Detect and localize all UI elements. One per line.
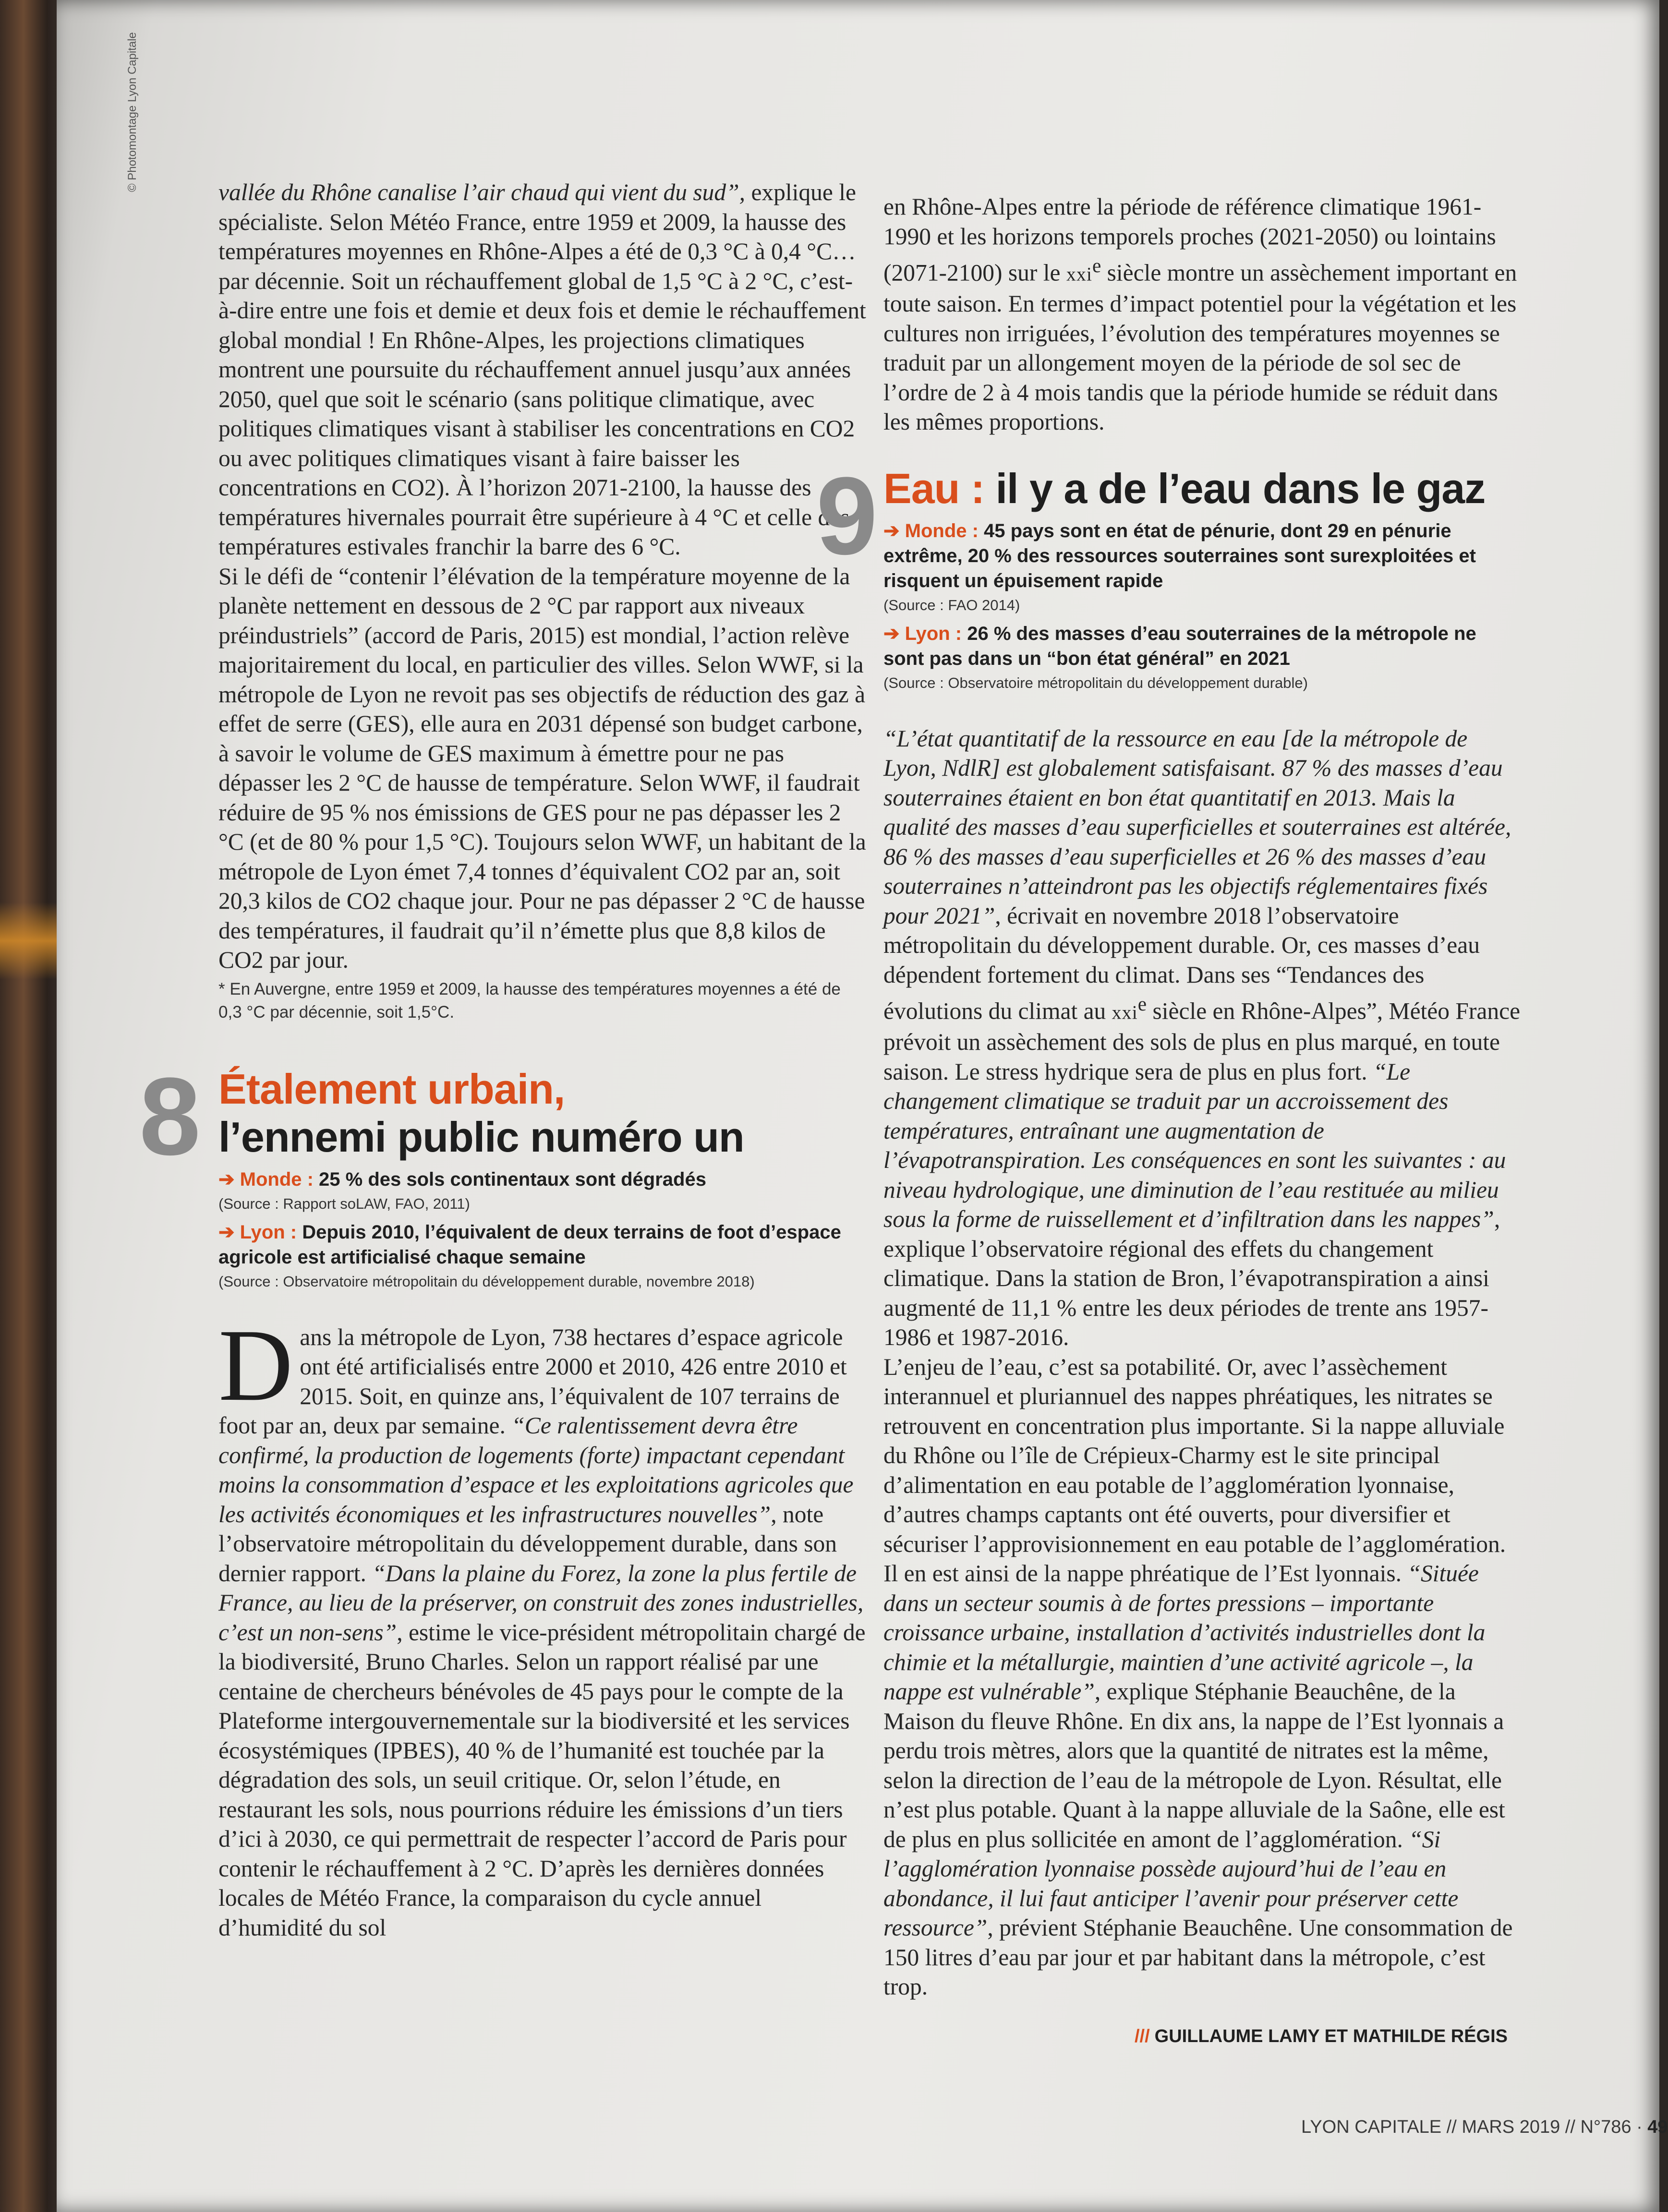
- quote: “Ce ralentissement devra être confirmé, la production de logements (forte) impactant cependant moins la consommation d’espace et les exploitations agricoles que les activités économiques et les infrastructures nouvelles”: [218, 1412, 854, 1527]
- section-9-monde-fact: [883, 518, 1522, 593]
- quote: “Dans la plaine du Forez, la zone la plus fertile de France, au lieu de la préserver, on construit des zones industrielles, c’est un non-sens”: [218, 1560, 864, 1646]
- section-9: [816, 454, 1522, 2048]
- quote: “Située dans un secteur soumis à de fortes pressions – importante croissance urbaine, installation d’activités industrielles dont la chimie et la métallurgie, maintien d’une activité agricole –, la nappe est vulnérable”: [883, 1560, 1486, 1705]
- author-signature: [883, 2025, 1522, 2048]
- paragraph-2: Si le défi de “contenir l’élévation de la température moyenne de la planète nettement en dessous de 2 °C par rapport aux niveaux préindustriels” (accord de Paris, 2015) est mondial, l’action relève majoritairement du local, en particulier des villes. Selon WWF, si la métropole de Lyon ne revoit pas ses objectifs de réduction des gaz à effet de serre (GES), elle aura en 2031 dépensé son budget carbone, à savoir le volume de GES maximum à émettre pour ne pas dépasser les 2 °C de hausse de température. Selon WWF, il faudrait réduire de 95 % nos émissions de GES pour ne pas dépasser les 2 °C (et de 80 % pour 1,5 °C). Toujours selon WWF, un habitant de la métropole de Lyon émet 7,4 tonnes d’équivalent CO2 par an, soit 20,3 kilos de CO2 chaque jour. Pour ne pas dépasser 2 °C de hausse des températures, il faudrait qu’il n’émette plus que 8,8 kilos de CO2 par jour.: [218, 563, 866, 973]
- body-text: siècle montre un assèchement important en toute saison. En termes d’impact potentiel pour la végétation et les cultures non irriguées, l’évolution des températures moyennes se traduit par un allongement moyen de la période de sol sec de l’ordre de 2 à 4 mois tandis que la période humide se réduit dans les mêmes proportions.: [883, 259, 1517, 435]
- monde-tag: ➔ Monde :: [883, 520, 979, 541]
- century-numeral: xxi: [1066, 263, 1092, 285]
- footnote: * En Auvergne, entre 1959 et 2009, la hausse des températures moyennes a été de 0,3 °C par décennie, soit 1,5°C.: [218, 979, 841, 1022]
- quote: “Si l’agglomération lyonnaise possède aujourd’hui de l’eau en abondance, il lui faut anticiper l’avenir pour préserver cette ressource”: [883, 1826, 1459, 1941]
- body-text: , explique l’observatoire régional des effets du changement climatique. Dans la station de Bron, l’évapotranspiration a ainsi augmenté de 11,1 % entre les deux périodes de trente ans 1957-1986 et 1987-2016.: [883, 1206, 1500, 1350]
- lyon-tag: ➔ Lyon :: [218, 1221, 297, 1243]
- century-numeral: xxi: [1112, 1001, 1138, 1023]
- signature-slashes: ///: [1134, 2026, 1150, 2046]
- section-8-title-black: l’ennemi public numéro un: [218, 1113, 744, 1161]
- right-column: [816, 192, 1522, 2048]
- body-text: siècle en Rhône-Alpes”, Météo France prévoit un assèchement des sols de plus en plus marqué, en toute saison. Le stress hydrique sera de plus en plus fort.: [883, 998, 1521, 1085]
- author-names: GUILLAUME LAMY ET MATHILDE RÉGIS: [1154, 2026, 1508, 2046]
- monde-text: 45 pays sont en état de pénurie, dont 29 en pénurie extrême, 20 % des ressources souterraines sont surexploitées et risquent un épuisement rapide: [883, 520, 1476, 591]
- section-number-8: 8: [139, 1054, 201, 1178]
- photo-credit: © Photomontage Lyon Capitale: [126, 32, 139, 192]
- section-8-lyon-fact: [218, 1220, 867, 1270]
- section-8-title: [218, 1065, 867, 1161]
- section-8: [139, 1054, 867, 1943]
- body-text: , estime le vice-président métropolitain chargé de la biodiversité, Bruno Charles. Selon un rapport réalisé par une centaine de chercheurs bénévoles de 45 pays pour le compte de la Plateforme intergouvernementale sur la biodiversité et les services écosystémiques (IPBES), 40 % de l’humanité est touchée par la dégradation des sols, un seuil critique. Or, selon l’étude, en restaurant les sols, nous pourrions réduire les émissions d’un tiers d’ici à 2030, ce qui permettrait de respecter l’accord de Paris pour contenir le réchauffement à 2 °C. D’après les dernières données locales de Météo France, la comparaison du cycle annuel d’humidité du sol: [218, 1619, 866, 1941]
- monde-tag: ➔ Monde :: [218, 1168, 314, 1190]
- section-8-body: [218, 1307, 867, 1943]
- section-9-lyon-fact: [883, 621, 1522, 671]
- section-9-title: [883, 465, 1522, 513]
- body-text: , note l’observatoire métropolitain du développement durable, dans son dernier rapport.: [218, 1501, 837, 1587]
- drop-cap: D: [218, 1307, 293, 1422]
- section-9-body: [883, 724, 1522, 1352]
- section-9-body-2: [883, 1352, 1522, 2002]
- body-text: L’enjeu de l’eau, c’est sa potabilité. Or, avec l’assèchement interannuel et pluriannuel des nappes phréatiques, les nitrates se retrouvent en concentration plus importante. Si la nappe alluviale du Rhône ou l’île de Crépieux-Charmy est le site principal d’alimentation en eau potable de l’agglomération lyonnaise, d’autres champs captants ont été ouverts, pour diversifier et sécuriser l’approvisionnement en eau potable de l’agglomération. Il en est ainsi de la nappe phréatique de l’Est lyonnais.: [883, 1353, 1506, 1587]
- section-8-lyon-source: (Source : Observatoire métropolitain du développement durable, novembre 2018): [218, 1273, 755, 1290]
- intro-quote: vallée du Rhône canalise l’air chaud qui vient du sud”,: [218, 179, 746, 205]
- century-superscript: e: [1092, 254, 1101, 276]
- quote: “Le changement climatique se traduit par un accroissement des températures, entraînant une augmentation de l’évapotranspiration. Les conséquences en sont les suivantes : au niveau hydrologique, une diminution de l’eau restituée au milieu sous la forme de ruissellement et d’infiltration dans les nappes”: [883, 1058, 1506, 1232]
- body-text: , explique Stéphanie Beauchêne, de la Maison du fleuve Rhône. En dix ans, la nappe de l’Est lyonnais a perdu trois mètres, alors que la quantité de nitrates est la même, selon la direction de l’eau de la métropole de Lyon. Résultat, elle n’est plus potable. Quant à la nappe alluviale de la Saône, elle est de plus en plus sollicitée en amont de l’agglomération.: [883, 1678, 1505, 1852]
- century-superscript: e: [1137, 993, 1147, 1015]
- section-8-monde-source: (Source : Rapport soLAW, FAO, 2011): [218, 1195, 470, 1212]
- body-text: en Rhône-Alpes entre la période de référence climatique 1961-1990 et les horizons temporels proches (2021-2050) ou lointains (2071-2100) sur le: [883, 193, 1496, 286]
- page-footer: [1301, 2117, 1668, 2138]
- intro-paragraph: [218, 178, 867, 562]
- body-text: ans la métropole de Lyon, 738 hectares d’espace agricole ont été artificialisés entre 2000 et 2010, 426 entre 2010 et 2015. Soit, en quinze ans, l’équivalent de 107 terrains de foot par an, deux par semaine.: [218, 1323, 847, 1439]
- monde-text: 25 % des sols continentaux sont dégradés: [313, 1168, 706, 1190]
- section-9-title-black: il y a de l’eau dans le gaz: [984, 464, 1486, 512]
- section-8-monde-fact: [218, 1167, 867, 1192]
- section-number-9: 9: [816, 454, 878, 577]
- page-number: 49: [1647, 2117, 1668, 2137]
- quote: “L’état quantitatif de la ressource en eau [de la métropole de Lyon, NdlR] est globalement satisfaisant. 87 % des masses d’eau souterraines étaient en bon état quantitatif en 2013. Mais la qualité des masses d’eau superficielles et souterraines est altérée, 86 % des masses d’eau superficielles et 26 % des masses d’eau souterraines n’atteindront pas les objectifs réglementaires fixés pour 2021”: [883, 725, 1511, 929]
- section-9-title-red: Eau :: [883, 464, 985, 512]
- intro-text: explique le spécialiste. Selon Météo France, entre 1959 et 2009, la hausse des températures moyennes en Rhône-Alpes a été de 0,3 °C à 0,4 °C… par décennie. Soit un réchauffement global de 1,5 °C à 2 °C, c’est-à-dire entre une fois et demie et deux fois et demie le réchauffement global mondial ! En Rhône-Alpes, les projections climatiques montrent une poursuite du réchauffement annuel jusqu’aux années 2050, quel que soit le scénario (sans politique climatique, avec politiques climatiques visant à stabiliser les concentrations en CO2 ou avec politiques climatiques visant à faire baisser les concentrations en CO2). À l’horizon 2071-2100, la hausse des températures hivernales pourrait être supérieure à 4 °C et celle des températures estivales franchir la barre des 6 °C.: [218, 179, 866, 560]
- section-9-monde-source: (Source : FAO 2014): [883, 596, 1020, 613]
- lyon-text: 26 % des masses d’eau souterraines de la métropole ne sont pas dans un “bon état général” en 2021: [883, 623, 1476, 669]
- body-text: , prévient Stéphanie Beauchêne. Une consommation de 150 litres d’eau par jour et par habitant dans la métropole, c’est trop.: [883, 1914, 1513, 2000]
- body-text: , écrivait en novembre 2018 l’observatoire métropolitain du développement durable. Or, ces masses d’eau dépendent fortement du climat. Dans ses “Tendances des évolutions du climat au: [883, 902, 1480, 1024]
- footer-text: LYON CAPITALE // MARS 2019 // N°786 ·: [1301, 2117, 1648, 2137]
- lyon-text: Depuis 2010, l’équivalent de deux terrains de foot d’espace agricole est artificialisé chaque semaine: [218, 1221, 841, 1268]
- left-column: [139, 178, 867, 1942]
- section-8-title-red: Étalement urbain,: [218, 1065, 565, 1113]
- lyon-tag: ➔ Lyon :: [883, 623, 962, 644]
- section-9-lyon-source: (Source : Observatoire métropolitain du développement durable): [883, 674, 1308, 691]
- right-intro-paragraph: [883, 192, 1522, 437]
